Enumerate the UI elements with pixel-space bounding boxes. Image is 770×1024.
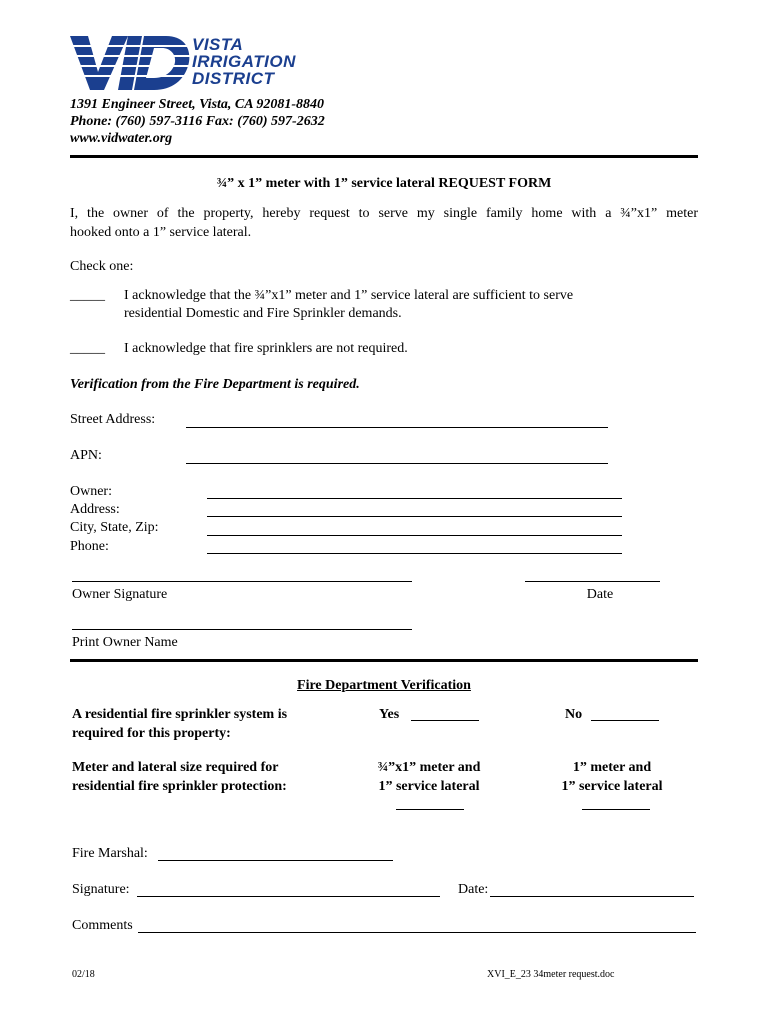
yes-label: Yes	[379, 707, 400, 722]
logo-line-vista: VISTA	[192, 35, 244, 54]
form-title: ¾” x 1” meter with 1” service lateral REQUEST FORM	[216, 176, 552, 191]
apn-label: APN:	[70, 448, 102, 463]
header-rule	[70, 155, 698, 158]
q1-line2: required for this property:	[72, 726, 231, 741]
q1-line1: A residential fire sprinkler system is	[72, 707, 288, 722]
owner-date-label: Date	[586, 587, 614, 602]
no-field[interactable]	[591, 720, 659, 721]
q2-line1: Meter and lateral size required for	[72, 760, 279, 775]
owner-signature-field[interactable]	[72, 581, 412, 582]
phone-field[interactable]	[207, 553, 622, 554]
option2-text-line1: I acknowledge that fire sprinklers are not required.	[124, 341, 408, 356]
owner-signature-label: Owner Signature	[72, 587, 168, 602]
city-state-zip-field[interactable]	[207, 535, 622, 536]
check-one-label: Check one:	[70, 259, 134, 274]
owner-field[interactable]	[207, 498, 622, 499]
district-phone: Phone: (760) 597-3116 Fax: (760) 597-2632	[70, 114, 325, 129]
fd-signature-label: Signature:	[72, 882, 130, 897]
fd-signature-field[interactable]	[137, 896, 440, 897]
option-b-line1: 1” meter and	[572, 760, 652, 775]
comments-field[interactable]	[138, 932, 696, 933]
print-owner-name-label: Print Owner Name	[72, 635, 178, 650]
logo-line-irrigation: IRRIGATION	[192, 52, 296, 71]
street-address-field[interactable]	[186, 427, 608, 428]
intro-line-1: I, the owner of the property, hereby request to serve my single family home with a ¾”x1” meter	[70, 206, 698, 221]
phone-label: Phone:	[70, 539, 109, 554]
street-address-label: Street Address:	[70, 412, 156, 427]
q2-line2: residential fire sprinkler protection:	[72, 779, 287, 794]
logo	[70, 32, 320, 94]
address-label: Address:	[70, 502, 120, 517]
option-a-field[interactable]	[396, 809, 464, 810]
logo-line-district: DISTRICT	[192, 69, 275, 88]
option2-checkbox-blank[interactable]: _____	[70, 341, 105, 356]
fd-date-field[interactable]	[490, 896, 694, 897]
apn-field[interactable]	[186, 463, 608, 464]
fire-marshal-label: Fire Marshal:	[72, 846, 148, 861]
fire-marshal-field[interactable]	[158, 860, 393, 861]
fire-dept-heading: Fire Department Verification	[297, 678, 471, 693]
no-label: No	[565, 707, 583, 722]
option-a-line2: 1” service lateral	[378, 779, 480, 794]
yes-field[interactable]	[411, 720, 479, 721]
option1-checkbox-blank[interactable]: _____	[70, 288, 105, 303]
verification-note: Verification from the Fire Department is required.	[70, 377, 360, 392]
option-a-line1: ¾”x1” meter and	[377, 760, 481, 775]
comments-label: Comments	[72, 918, 133, 933]
footer-filename: XVI_E_23 34meter request.doc	[487, 969, 615, 980]
vid-logo-mark	[70, 32, 190, 94]
owner-label: Owner:	[70, 484, 112, 499]
district-website: www.vidwater.org	[70, 131, 173, 146]
option-b-field[interactable]	[582, 809, 650, 810]
address-field[interactable]	[207, 516, 622, 517]
section-rule	[70, 659, 698, 662]
option-b-line2: 1” service lateral	[561, 779, 663, 794]
option1-text-line2: residential Domestic and Fire Sprinkler demands.	[124, 306, 402, 321]
owner-date-field[interactable]	[525, 581, 660, 582]
option1-text-line1: I acknowledge that the ¾”x1” meter and 1” service lateral are sufficient to serve	[124, 288, 574, 303]
print-owner-name-field[interactable]	[72, 629, 412, 630]
footer-date: 02/18	[72, 969, 95, 980]
fd-date-label: Date:	[458, 882, 489, 897]
intro-line-2: hooked onto a 1” service lateral.	[70, 225, 252, 240]
district-address: 1391 Engineer Street, Vista, CA 92081-8840	[70, 97, 324, 112]
city-state-zip-label: City, State, Zip:	[70, 520, 159, 535]
